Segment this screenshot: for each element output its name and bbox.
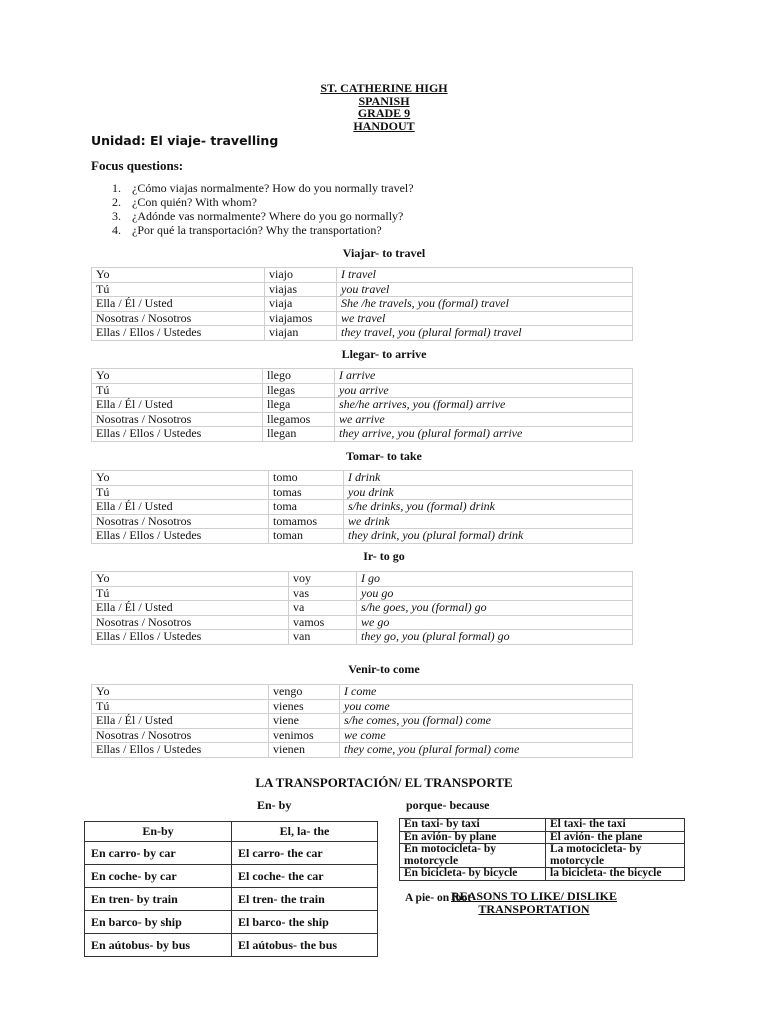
- table-cell: s/he goes, you (formal) go: [357, 601, 633, 616]
- table-cell: they arrive, you (plural formal) arrive: [335, 427, 633, 442]
- table-row: [85, 842, 378, 865]
- a-pie-text: A pie- on foot: [405, 892, 472, 904]
- question-item: [112, 195, 414, 209]
- table-row: [92, 500, 633, 515]
- table-cell: Ella / Él / Usted: [92, 398, 263, 413]
- table-cell: la bicicleta- the bicycle: [546, 868, 685, 881]
- table-cell: you arrive: [335, 383, 633, 398]
- table-row: [92, 297, 633, 312]
- table-row: [92, 311, 633, 326]
- table-cell: I arrive: [335, 369, 633, 384]
- table-row: [400, 819, 685, 832]
- table-cell: you go: [357, 586, 633, 601]
- table-cell: Ella / Él / Usted: [92, 297, 265, 312]
- table-row: [92, 615, 633, 630]
- verb-title-viajar: Viajar- to travel: [342, 246, 426, 260]
- table-cell: they come, you (plural formal) come: [340, 743, 633, 758]
- table-cell: Nosotras / Nosotros: [92, 514, 269, 529]
- table-cell: Yo: [92, 369, 263, 384]
- table-row: [400, 844, 685, 868]
- table-cell: Ellas / Ellos / Ustedes: [92, 529, 269, 544]
- table-cell: Nosotras / Nosotros: [92, 412, 263, 427]
- table-row: [85, 888, 378, 911]
- subject-title: SPANISH: [358, 93, 410, 108]
- grade-title: GRADE 9: [357, 106, 411, 120]
- table-row: [92, 485, 633, 500]
- table-cell: Ellas / Ellos / Ustedes: [92, 326, 265, 341]
- table-cell: vienen: [269, 743, 340, 758]
- table-cell: I travel: [337, 268, 633, 283]
- table-row: [92, 743, 633, 758]
- table-cell: El tren- the train: [232, 888, 378, 911]
- transport-section-title: LA TRANSPORTACIÓN/ EL TRANSPORTE: [255, 775, 513, 790]
- question-number: 2.: [112, 195, 121, 209]
- question-text: ¿Por qué la transportación? Why the transportation?: [132, 223, 382, 237]
- table-cell: El, la- the: [232, 822, 378, 842]
- table-cell: Ella / Él / Usted: [92, 500, 269, 515]
- conjugation-table-tomar: [91, 470, 633, 544]
- focus-questions-list: [112, 181, 414, 237]
- table-cell: En bicicleta- by bicycle: [400, 868, 546, 881]
- table-row: [92, 699, 633, 714]
- table-cell: llegamos: [263, 412, 335, 427]
- table-cell: van: [289, 630, 357, 645]
- table-cell: Nosotras / Nosotros: [92, 615, 289, 630]
- table-cell: tomamos: [269, 514, 344, 529]
- question-item: [112, 181, 414, 195]
- table-row: [92, 685, 633, 700]
- heading-line: REASONS TO LIKE/ DISLIKE: [451, 889, 617, 903]
- table-header-row: [85, 822, 378, 842]
- question-text: ¿Cómo viajas normalmente? How do you normally travel?: [132, 181, 414, 195]
- table-cell: llega: [263, 398, 335, 413]
- table-row: [92, 630, 633, 645]
- table-cell: vengo: [269, 685, 340, 700]
- table-row: [400, 831, 685, 844]
- table-row: [92, 714, 633, 729]
- table-cell: En carro- by car: [85, 842, 232, 865]
- table-cell: viajamos: [265, 311, 337, 326]
- question-text: ¿Con quién? With whom?: [132, 195, 257, 209]
- conjugation-table-venir: [91, 684, 633, 758]
- table-cell: tomo: [269, 471, 344, 486]
- table-cell: viaja: [265, 297, 337, 312]
- table-cell: En motocicleta- by motorcycle: [400, 844, 546, 868]
- table-row: [92, 326, 633, 341]
- table-cell: s/he comes, you (formal) come: [340, 714, 633, 729]
- table-cell: she/he arrives, you (formal) arrive: [335, 398, 633, 413]
- table-cell: llegas: [263, 383, 335, 398]
- table-cell: they travel, you (plural formal) travel: [337, 326, 633, 341]
- unit-title: Unidad: El viaje- travelling: [91, 133, 279, 148]
- table-cell: vas: [289, 586, 357, 601]
- table-cell: Tú: [92, 699, 269, 714]
- table-cell: Ella / Él / Usted: [92, 714, 269, 729]
- verb-title-venir: Venir-to come: [348, 662, 420, 676]
- table-cell: toman: [269, 529, 344, 544]
- table-cell: vamos: [289, 615, 357, 630]
- table-row: [92, 398, 633, 413]
- porque-label: porque- because: [406, 798, 490, 812]
- table-cell: El avión- the plane: [546, 831, 685, 844]
- table-cell: toma: [269, 500, 344, 515]
- table-cell: Tú: [92, 485, 269, 500]
- table-cell: En taxi- by taxi: [400, 819, 546, 832]
- heading-line: TRANSPORTATION: [478, 902, 590, 916]
- table-cell: s/he drinks, you (formal) drink: [344, 500, 633, 515]
- handout-title: HANDOUT: [353, 118, 415, 133]
- table-cell: vienes: [269, 699, 340, 714]
- question-number: 4.: [112, 223, 121, 237]
- table-cell: En barco- by ship: [85, 911, 232, 934]
- table-cell: we go: [357, 615, 633, 630]
- verb-title-tomar: Tomar- to take: [346, 449, 422, 463]
- school-name: ST. CATHERINE HIGH: [320, 81, 448, 95]
- table-cell: She /he travels, you (formal) travel: [337, 297, 633, 312]
- table-cell: Ellas / Ellos / Ustedes: [92, 427, 263, 442]
- table-cell: we come: [340, 728, 633, 743]
- table-row: [92, 514, 633, 529]
- reasons-heading: [404, 890, 664, 916]
- table-cell: Nosotras / Nosotros: [92, 728, 269, 743]
- table-cell: viene: [269, 714, 340, 729]
- table-cell: Tú: [92, 282, 265, 297]
- table-cell: they go, you (plural formal) go: [357, 630, 633, 645]
- table-row: [92, 427, 633, 442]
- table-cell: Ellas / Ellos / Ustedes: [92, 630, 289, 645]
- table-cell: Ella / Él / Usted: [92, 601, 289, 616]
- table-cell: you travel: [337, 282, 633, 297]
- table-cell: llegan: [263, 427, 335, 442]
- table-cell: Yo: [92, 471, 269, 486]
- transport-table-left: [84, 821, 378, 957]
- table-cell: Yo: [92, 268, 265, 283]
- table-cell: El taxi- the taxi: [546, 819, 685, 832]
- table-row: [92, 383, 633, 398]
- table-cell: we arrive: [335, 412, 633, 427]
- verb-title-ir: Ir- to go: [363, 549, 405, 563]
- table-row: [92, 601, 633, 616]
- table-cell: Tú: [92, 586, 289, 601]
- table-cell: viajo: [265, 268, 337, 283]
- table-row: [92, 586, 633, 601]
- table-cell: viajan: [265, 326, 337, 341]
- table-cell: El aútobus- the bus: [232, 934, 378, 957]
- table-cell: Nosotras / Nosotros: [92, 311, 265, 326]
- table-cell: we travel: [337, 311, 633, 326]
- table-cell: llego: [263, 369, 335, 384]
- table-row: [92, 471, 633, 486]
- table-cell: Yo: [92, 572, 289, 587]
- table-cell: En avión- by plane: [400, 831, 546, 844]
- table-row: [92, 728, 633, 743]
- table-row: [92, 369, 633, 384]
- table-cell: En coche- by car: [85, 865, 232, 888]
- table-cell: voy: [289, 572, 357, 587]
- table-cell: En-by: [85, 822, 232, 842]
- table-cell: viajas: [265, 282, 337, 297]
- table-cell: tomas: [269, 485, 344, 500]
- table-cell: El carro- the car: [232, 842, 378, 865]
- table-row: [400, 868, 685, 881]
- table-row: [85, 911, 378, 934]
- table-row: [85, 865, 378, 888]
- question-item: [112, 209, 414, 223]
- table-cell: Ellas / Ellos / Ustedes: [92, 743, 269, 758]
- focus-questions-title: Focus questions:: [91, 158, 184, 173]
- table-cell: venimos: [269, 728, 340, 743]
- table-cell: Tú: [92, 383, 263, 398]
- table-row: [85, 934, 378, 957]
- table-cell: Yo: [92, 685, 269, 700]
- table-cell: I go: [357, 572, 633, 587]
- table-row: [92, 572, 633, 587]
- en-by-label: En- by: [257, 798, 292, 812]
- table-cell: En tren- by train: [85, 888, 232, 911]
- question-item: [112, 223, 414, 237]
- question-number: 3.: [112, 209, 121, 223]
- table-cell: I drink: [344, 471, 633, 486]
- verb-title-llegar: Llegar- to arrive: [341, 347, 427, 361]
- table-row: [92, 282, 633, 297]
- table-cell: va: [289, 601, 357, 616]
- table-cell: you come: [340, 699, 633, 714]
- question-number: 1.: [112, 181, 121, 195]
- table-row: [92, 529, 633, 544]
- table-cell: El coche- the car: [232, 865, 378, 888]
- transport-table-right: [399, 818, 685, 881]
- table-cell: you drink: [344, 485, 633, 500]
- document-header: [0, 82, 768, 132]
- table-cell: they drink, you (plural formal) drink: [344, 529, 633, 544]
- table-cell: En aútobus- by bus: [85, 934, 232, 957]
- table-cell: we drink: [344, 514, 633, 529]
- question-text: ¿Adónde vas normalmente? Where do you go normally?: [132, 209, 404, 223]
- table-row: [92, 268, 633, 283]
- table-cell: La motocicleta- by motorcycle: [546, 844, 685, 868]
- conjugation-table-llegar: [91, 368, 633, 442]
- table-cell: El barco- the ship: [232, 911, 378, 934]
- conjugation-table-ir: [91, 571, 633, 645]
- conjugation-table-viajar: [91, 267, 633, 341]
- table-cell: I come: [340, 685, 633, 700]
- table-row: [92, 412, 633, 427]
